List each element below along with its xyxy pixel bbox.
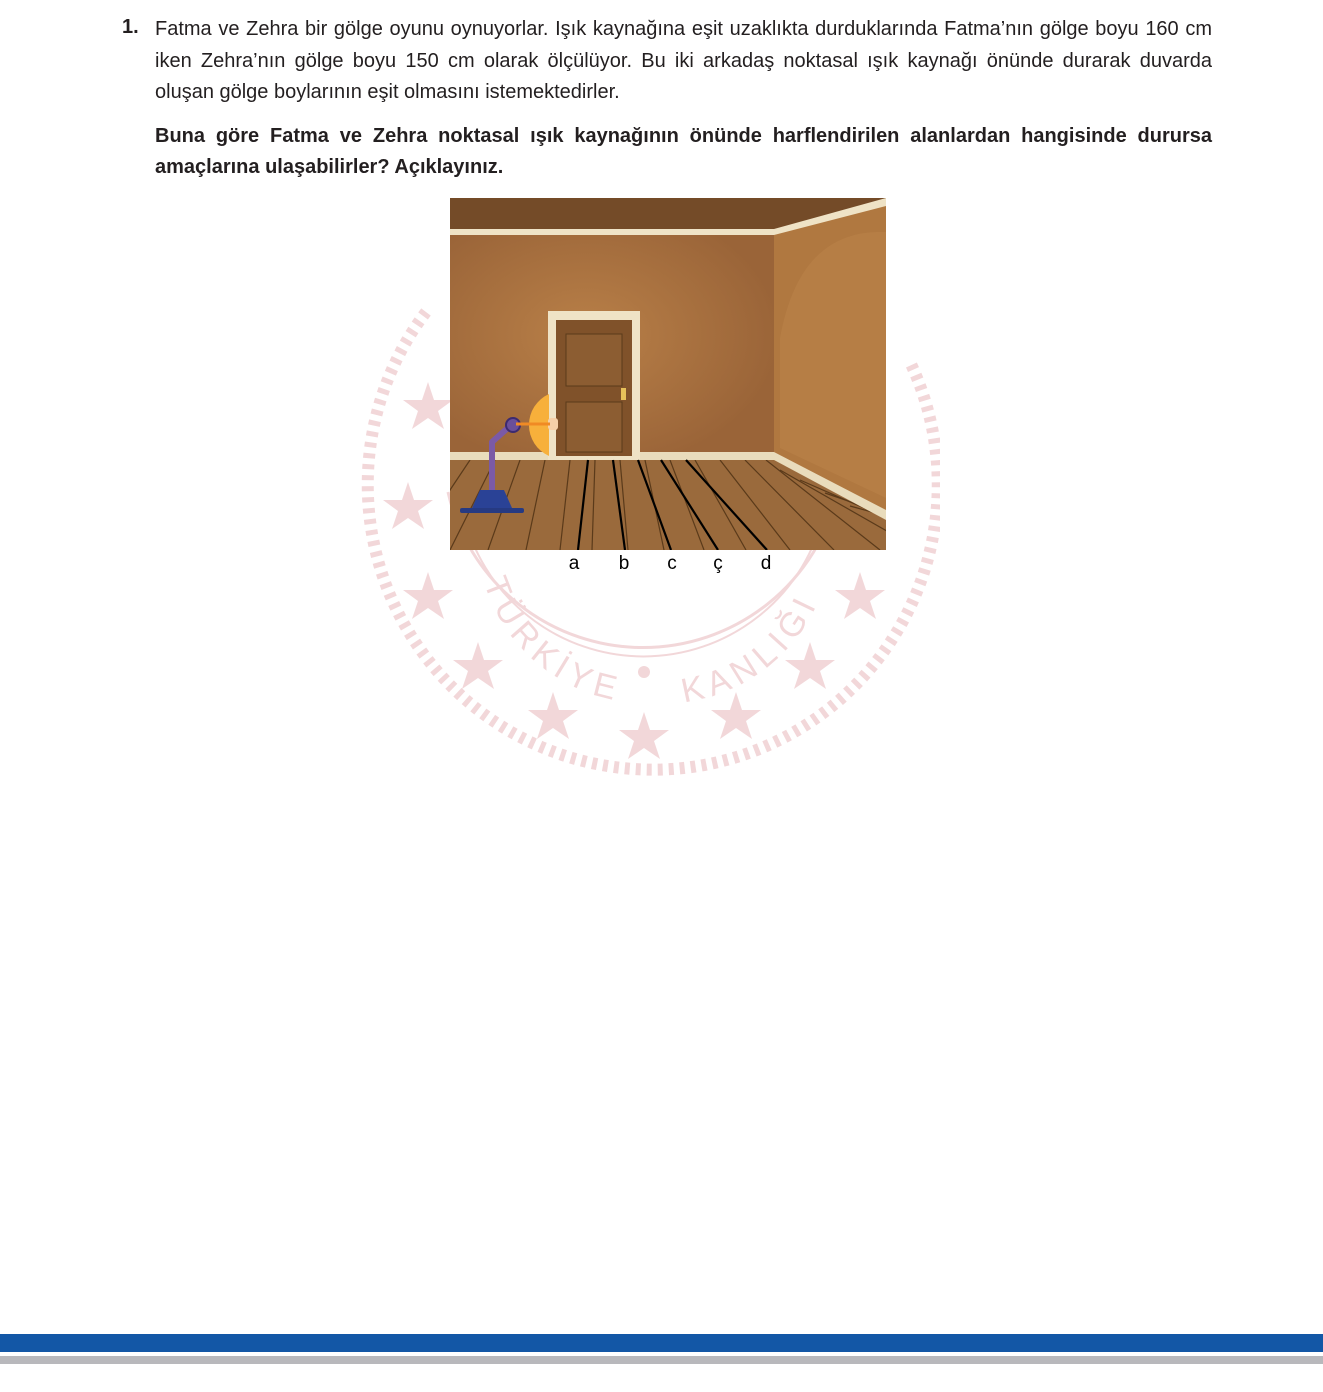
question-text: Fatma ve Zehra bir gölge oyunu oynuyorlar. Işık kaynağına eşit uzaklıkta durduklarında Fatma’nın gölge boyu 160 cm iken Zehra’nın gölge boyu 150 cm olarak ölçülüyor. Bu iki arkadaş noktasal ışık kaynağı önünde durarak duvarda oluşan gölge boylarının eşit olmasını istemektedirler. (155, 18, 1212, 103)
area-label-c-cedilla: ç (713, 553, 723, 574)
watermark-text-right: KANLIĞI (677, 587, 827, 711)
area-label-c: c (667, 553, 677, 574)
footer-gray-bar (0, 1356, 1323, 1364)
door (548, 311, 640, 460)
area-label-a: a (568, 553, 580, 574)
area-label-b: b (618, 553, 630, 574)
area-labels (0, 553, 1323, 577)
question-prompt: Buna göre Fatma ve Zehra noktasal ışık kaynağının önünde harflendirilen alanlardan hangisinde durursa amaçlarına ulaşabilirler? Açıklayınız. (155, 124, 1212, 178)
watermark-text-left: TÜRKİYE (476, 571, 627, 710)
question-number: 1. (122, 16, 139, 38)
footer-blue-bar (0, 1334, 1323, 1352)
question-block (122, 14, 1212, 184)
room-illustration (450, 198, 886, 550)
area-label-d: d (760, 553, 772, 574)
